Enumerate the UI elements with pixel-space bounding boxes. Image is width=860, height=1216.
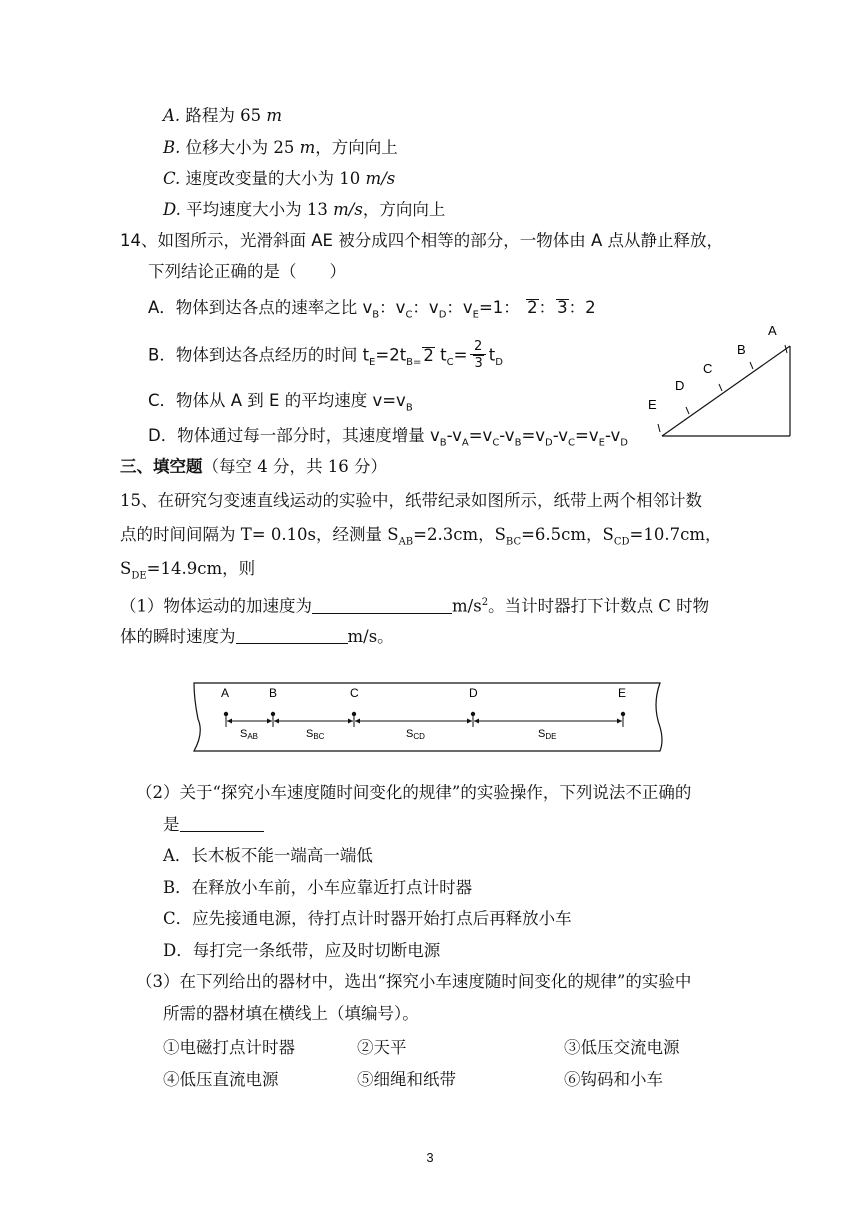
equip-6: ⑥钩码和小车	[564, 1070, 663, 1089]
q13-option-d: D. 平均速度大小为 13 m/s，方向向上	[163, 200, 446, 219]
tape-label-a: A	[221, 686, 230, 700]
q14-stem-line1: 14、如图所示，光滑斜面 AE 被分成四个相等的部分，一物体由 A 点从静止释放，	[120, 231, 723, 250]
q14-option-b: B．物体到达各点经历的时间 $t_E=2t_{B=}$ 2 $t_C=$ $\frac{2}{3}$ $t_D$	[148, 339, 503, 371]
paper-tape-diagram	[190, 675, 670, 760]
q15-stem-line1: 15、在研究匀变速直线运动的实验中，纸带纪录如图所示，纸带上两个相邻计数	[120, 491, 702, 510]
q15-sub3-line2: 所需的器材填在横线上（填编号）。	[163, 1004, 419, 1023]
q14-option-a: A．物体到达各点的速率之比 $v_B$：$v_C$：$v_D$：$v_E=1$： 2： 3：2	[148, 298, 596, 321]
incline-label-d: D	[675, 378, 685, 393]
velocity-c-blank[interactable]	[236, 627, 348, 644]
incline-label-c: C	[703, 361, 713, 376]
q15-sub3-line1: （3）在下列给出的器材中，选出“探究小车速度随时间变化的规律”的实验中	[136, 972, 692, 991]
incline-label-b: B	[737, 342, 746, 357]
q13-option-c: C. 速度改变量的大小为 10 m/s	[163, 169, 396, 188]
equip-4: ④低压直流电源	[163, 1070, 279, 1089]
tape-segment-cd: SCD	[406, 728, 425, 741]
equip-5: ⑤细绳和纸带	[357, 1070, 456, 1089]
q14-option-c: C．物体从 A 到 E 的平均速度 $v=v_B$	[148, 391, 413, 414]
q13-option-a: A. 路程为 65 m	[163, 106, 283, 125]
equip-2: ②天平	[357, 1038, 407, 1057]
acceleration-blank[interactable]	[312, 597, 452, 614]
q15-sub2-line1: （2）关于“探究小车速度随时间变化的规律”的实验操作，下列说法不正确的	[136, 783, 692, 802]
q15-stem-line2: 点的时间间隔为 T= 0.10s，经测量 $S_{AB}=2.3cm$，$S_{BC}=6.5cm$，$S_{CD}=10.7cm$，	[120, 525, 722, 548]
q15-sub2-line2: 是	[163, 814, 264, 836]
tape-label-e: E	[618, 686, 627, 700]
q15-sub1-line1: （1）物体运动的加速度为 $m/s^2$。当计时器打下计数点 C 时物	[120, 596, 710, 616]
section-3-heading: 三、填空题（每空 4 分，共 16 分）	[120, 457, 387, 476]
tape-label-d: D	[469, 686, 478, 700]
incline-diagram	[640, 318, 810, 443]
tape-segment-ab: SAB	[240, 728, 259, 741]
incline-label-e: E	[648, 397, 657, 412]
q14-stem-line2: 下列结论正确的是（ ）	[148, 262, 346, 281]
incline-label-a: A	[768, 323, 777, 338]
sub2-answer-blank[interactable]	[180, 815, 264, 832]
tape-label-c: C	[350, 686, 359, 700]
q15-stem-line3: $S_{DE}=14.9cm$，则	[120, 559, 256, 582]
q13-option-b: B. 位移大小为 25 m，方向向上	[163, 138, 398, 157]
q15-sub2-option-d: D．每打完一条纸带，应及时切断电源	[163, 941, 441, 960]
page-number: 3	[426, 1150, 434, 1165]
q14-option-d: D．物体通过每一部分时，其速度增量 $v_B-v_A=v_C-v_B=v_D-v_C=v_E-v_D$	[148, 426, 628, 449]
equip-1: ①电磁打点计时器	[163, 1038, 295, 1057]
equip-3: ③低压交流电源	[564, 1038, 680, 1057]
tape-segment-bc: SBC	[306, 728, 325, 741]
q15-sub1-line2: 体的瞬时速度为 m/s。	[120, 627, 394, 646]
q15-sub2-option-c: C．应先接通电源，待打点计时器开始打点后再释放小车	[163, 909, 572, 928]
q15-sub2-option-b: B．在释放小车前，小车应靠近打点计时器	[163, 878, 473, 897]
q15-sub2-option-a: A．长木板不能一端高一端低	[163, 846, 373, 865]
tape-segment-de: SDE	[538, 728, 557, 741]
tape-label-b: B	[269, 686, 278, 700]
